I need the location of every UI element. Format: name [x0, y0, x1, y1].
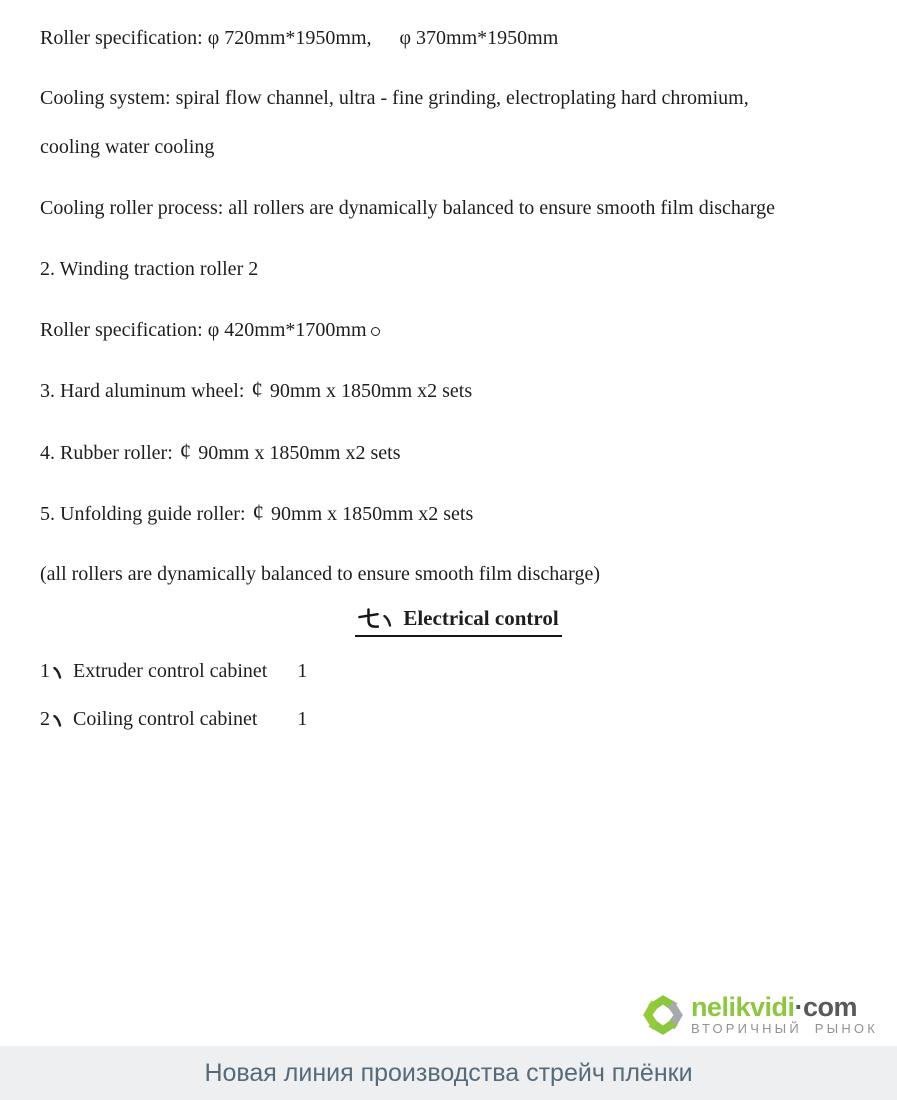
logo-brand-suffix: ·com [794, 992, 857, 1022]
line-text [40, 136, 214, 158]
document-line [40, 438, 877, 467]
logo-tagline: ВТОРИЧНЫЙ РЫНОК [690, 1021, 878, 1036]
document-line [40, 316, 877, 344]
document-line [40, 499, 877, 528]
text-run: 3. Hard aluminum wheel: [40, 380, 250, 402]
recycle-pinwheel-icon [640, 992, 686, 1038]
text-run: Roller specification: φ 720mm*1950mm [40, 27, 367, 49]
ideographic-comma-glyph [53, 715, 62, 727]
diameter-symbol: ¢ [251, 377, 263, 402]
text-run: 4. Rubber roller: [40, 442, 178, 464]
line-text [40, 500, 474, 525]
text-run: 90mm x 1850mm x2 sets [264, 380, 473, 402]
logo-text [691, 994, 878, 1036]
text-run: Cooling roller process: all rollers are dynamically balanced to ensure smooth film discharge [40, 197, 775, 219]
line-text [40, 439, 401, 464]
diameter-symbol: ¢ [252, 500, 265, 525]
ideographic-comma-glyph [383, 615, 392, 627]
diameter-symbol: ¢ [179, 439, 192, 464]
ideographic-comma-glyph [53, 667, 62, 679]
line-text [40, 27, 558, 49]
text-run: 1 [40, 660, 50, 682]
document-line [40, 133, 877, 161]
line-text [40, 660, 307, 682]
text-run: 2 [40, 708, 50, 730]
nelikvidi-logo[interactable] [640, 992, 878, 1038]
text-run: Extruder control cabinet 1 [73, 660, 308, 682]
document-line [40, 376, 877, 405]
text-run: cooling water cooling [40, 136, 215, 158]
document-line [40, 705, 877, 733]
cjk-seven-glyph [358, 608, 379, 629]
caption-bar [0, 1046, 897, 1100]
text-run: 5. Unfolding guide roller: [40, 503, 251, 525]
text-run: Cooling system: spiral flow channel, ultra - fine grinding, electroplating hard chromium, [40, 87, 749, 109]
section-heading [40, 604, 877, 637]
line-text [40, 258, 258, 280]
document-line [40, 24, 877, 52]
text-run: Electrical control [403, 606, 559, 630]
ideographic-period-glyph [371, 327, 380, 336]
fullwidth-comma-glyph: , [366, 27, 372, 49]
text-run: (all rollers are dynamically balanced to ensure smooth film discharge) [40, 563, 600, 585]
line-text [40, 87, 749, 109]
document-line [40, 194, 877, 222]
text-run: 90mm x 1850mm x2 sets [193, 442, 401, 464]
text-run: Roller specification: φ 420mm*1700mm [40, 319, 367, 341]
line-text [40, 563, 600, 585]
text-run: Coiling control cabinet 1 [73, 708, 308, 730]
logo-brand-name: nelikvidi [690, 992, 795, 1022]
document-line [40, 255, 877, 283]
document-line [40, 84, 877, 112]
document-line [40, 560, 877, 588]
document-line [40, 657, 877, 685]
caption-text: Новая линия производства стрейч плёнки [204, 1058, 693, 1087]
text-run: 90mm x 1850mm x2 sets [266, 503, 474, 525]
line-text [40, 197, 775, 219]
line-text [355, 604, 561, 637]
text-run: φ 370mm*1950mm [389, 27, 559, 49]
line-text [40, 708, 307, 730]
text-run: 2. Winding traction roller 2 [40, 258, 259, 280]
line-text [40, 377, 473, 402]
line-text [40, 319, 383, 341]
logo-brand [691, 994, 857, 1020]
